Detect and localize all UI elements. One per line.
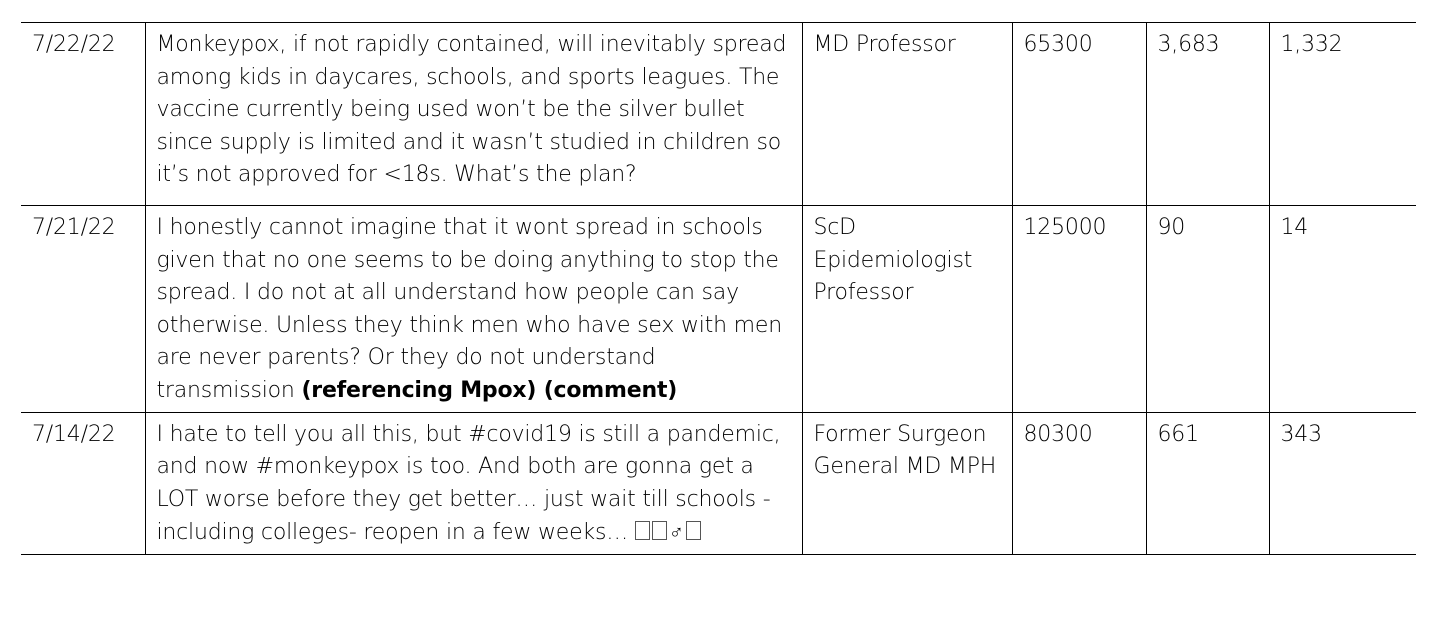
followers-cell: 125000 xyxy=(1012,206,1146,413)
date-cell: 7/21/22 xyxy=(21,206,145,413)
retweets-cell: 343 xyxy=(1269,412,1416,554)
credentials-cell: Former Surgeon General MD MPH xyxy=(802,412,1012,554)
missing-glyph-icon xyxy=(686,521,701,540)
table-row xyxy=(21,23,1416,206)
table-row xyxy=(21,412,1416,554)
date-cell: 7/14/22 xyxy=(21,412,145,554)
missing-glyph-icon xyxy=(635,521,650,540)
credentials-cell: MD Professor xyxy=(802,23,1012,206)
tweet-text: I honestly cannot imagine that it wont spread in schools given that no one seems to be doing anything to stop the spread. I do not at all understand how people can say otherwise. Unless they think men who have sex with men are never parents? Or they do not understand transmission xyxy=(156,215,782,403)
tweet-text-cell: Monkeypox, if not rapidly contained, will inevitably spread among kids in daycares, schools, and sports leagues. The vaccine currently being used won’t be the silver bullet since supply is limited and it wasn’t studied in children so it’s not approved for <18s. What’s the plan? xyxy=(145,23,802,206)
likes-cell: 90 xyxy=(1146,206,1269,413)
date-cell: 7/22/22 xyxy=(21,23,145,206)
retweets-cell: 1,332 xyxy=(1269,23,1416,206)
missing-glyph-icon xyxy=(652,521,667,540)
tweet-text-cell xyxy=(145,206,802,413)
tweets-table xyxy=(21,22,1416,555)
likes-cell: 661 xyxy=(1146,412,1269,554)
table-row xyxy=(21,206,1416,413)
retweets-cell: 14 xyxy=(1269,206,1416,413)
followers-cell: 65300 xyxy=(1012,23,1146,206)
tweet-text-cell xyxy=(145,412,802,554)
likes-cell: 3,683 xyxy=(1146,23,1269,206)
tweet-text: I hate to tell you all this, but #covid19 is still a pandemic, and now #monkeypox is too. And both are gonna get a LOT worse before they get better… just wait till schools - including colleges- reopen in a few weeks… xyxy=(156,421,781,546)
credentials-cell: ScD Epidemiologist Professor xyxy=(802,206,1012,413)
followers-cell: 80300 xyxy=(1012,412,1146,554)
tweet-note: (referencing Mpox) (comment) xyxy=(301,377,678,403)
male-sign-icon: ♂ xyxy=(668,520,684,545)
